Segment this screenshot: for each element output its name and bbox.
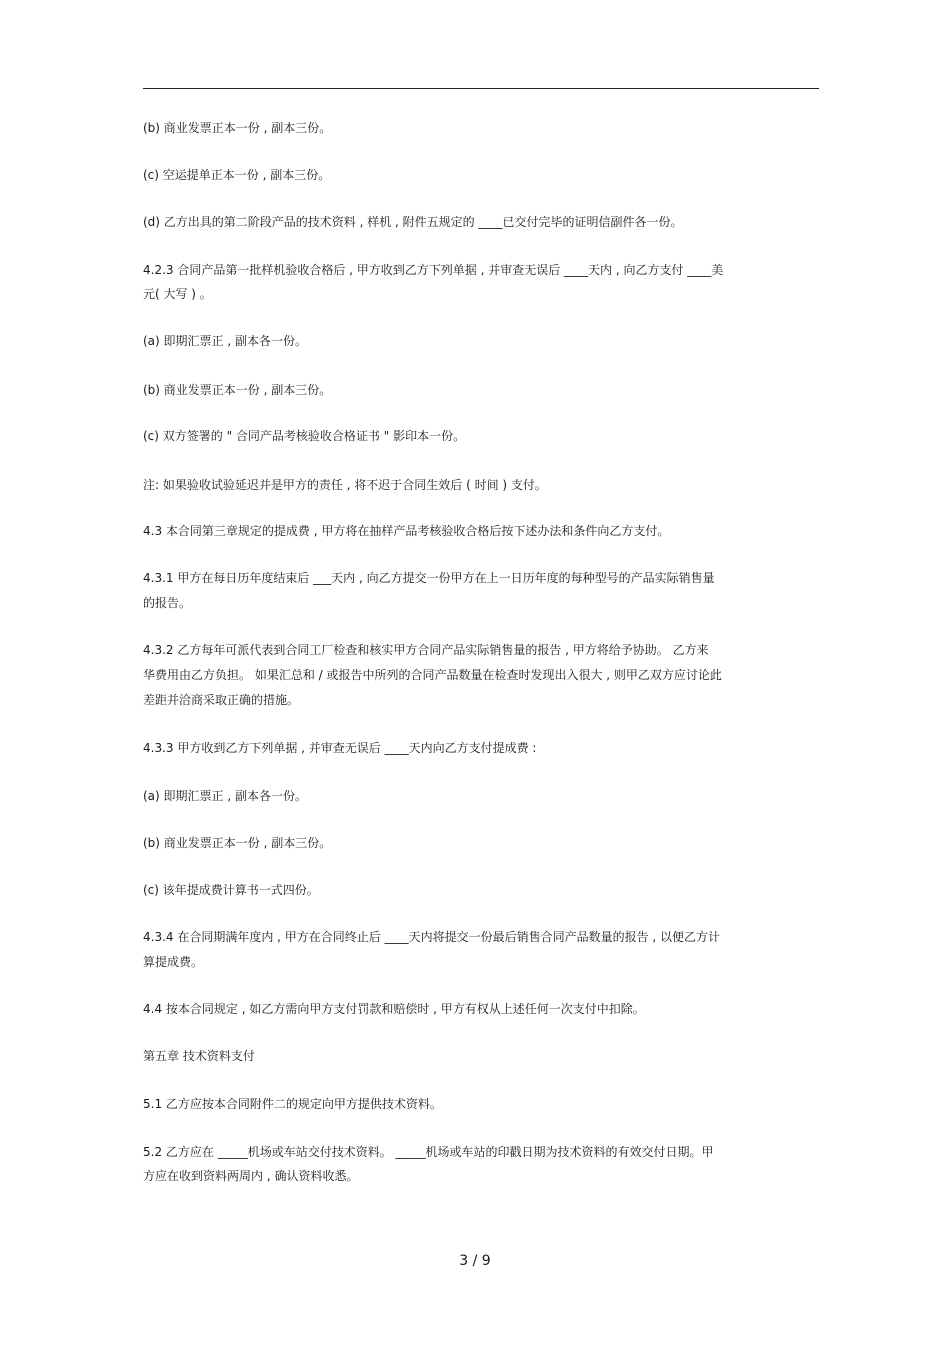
line-c-royalty-statement: (c) 该年提成费计算书一式四份。 bbox=[143, 883, 319, 897]
page-number: 3 / 9 bbox=[459, 1253, 491, 1269]
clause-4-3-2-cont-2: 差距并洽商采取正确的措施。 bbox=[143, 693, 300, 707]
line-a-draft-2: (a) 即期汇票正 , 副本各一份。 bbox=[143, 789, 307, 803]
line-b-invoice-3: (b) 商业发票正本一份 , 副本三份。 bbox=[143, 836, 332, 850]
clause-4-3-3: 4.3.3 甲方收到乙方下列单据 , 并审查无误后 ____天内向乙方支付提成费 : bbox=[143, 741, 537, 755]
clause-4-3-2-cont-1: 华费用由乙方负担。 如果汇总和 / 或报告中所列的合同产品数量在检查时发现出入很大 , 则甲乙双方应讨论此 bbox=[143, 668, 722, 682]
line-c-certificate: (c) 双方签署的 " 合同产品考核验收合格证书 " 影印本一份。 bbox=[143, 429, 466, 443]
clause-4-3-1: 4.3.1 甲方在每日历年度结束后 ___天内 , 向乙方提交一份甲方在上一日历年度的每种型号的产品实际销售量 bbox=[143, 571, 715, 585]
clause-4-4: 4.4 按本合同规定 , 如乙方需向甲方支付罚款和赔偿时 , 甲方有权从上述任何一次支付中扣除。 bbox=[143, 1002, 645, 1016]
chapter-5-heading: 第五章 技术资料支付 bbox=[143, 1049, 255, 1063]
clause-4-2-3-cont: 元( 大写 ) 。 bbox=[143, 287, 212, 301]
clause-4-3-2: 4.3.2 乙方每年可派代表到合同工厂检查和核实甲方合同产品实际销售量的报告 , 甲方将给予协助。 乙方来 bbox=[143, 643, 709, 657]
line-c-airway-bill: (c) 空运提单正本一份 , 副本三份。 bbox=[143, 168, 331, 182]
clause-5-2-cont: 方应在收到资料两周内 , 确认资料收悉。 bbox=[143, 1169, 359, 1183]
note-line: 注: 如果验收试验延迟并是甲方的责任 , 将不迟于合同生效后 ( 时间 ) 支付。 bbox=[143, 478, 547, 492]
clause-5-1: 5.1 乙方应按本合同附件二的规定向甲方提供技术资料。 bbox=[143, 1097, 442, 1111]
clause-4-3-4: 4.3.4 在合同期满年度内 , 甲方在合同终止后 ____天内将提交一份最后销售合同产品数量的报告 , 以便乙方计 bbox=[143, 930, 721, 944]
clause-4-3-4-cont: 算提成费。 bbox=[143, 955, 204, 969]
line-b-invoice-2: (b) 商业发票正本一份 , 副本三份。 bbox=[143, 383, 332, 397]
header-rule bbox=[143, 88, 819, 89]
clause-5-2: 5.2 乙方应在 _____机场或车站交付技术资料。 _____机场或车站的印戳日期为技术资料的有效交付日期。甲 bbox=[143, 1145, 714, 1159]
line-d-tech-data: (d) 乙方出具的第二阶段产品的技术资料 , 样机 , 附件五规定的 ____已交付完毕的证明信副件各一份。 bbox=[143, 215, 683, 229]
line-a-draft: (a) 即期汇票正 , 副本各一份。 bbox=[143, 334, 307, 348]
line-b-invoice: (b) 商业发票正本一份 , 副本三份。 bbox=[143, 121, 332, 135]
clause-4-3-1-cont: 的报告。 bbox=[143, 596, 192, 610]
clause-4-2-3: 4.2.3 合同产品第一批样机验收合格后 , 甲方收到乙方下列单据 , 并审查无误后 ____天内 , 向乙方支付 ____美 bbox=[143, 263, 724, 277]
clause-4-3: 4.3 本合同第三章规定的提成费 , 甲方将在抽样产品考核验收合格后按下述办法和条件向乙方支付。 bbox=[143, 524, 670, 538]
